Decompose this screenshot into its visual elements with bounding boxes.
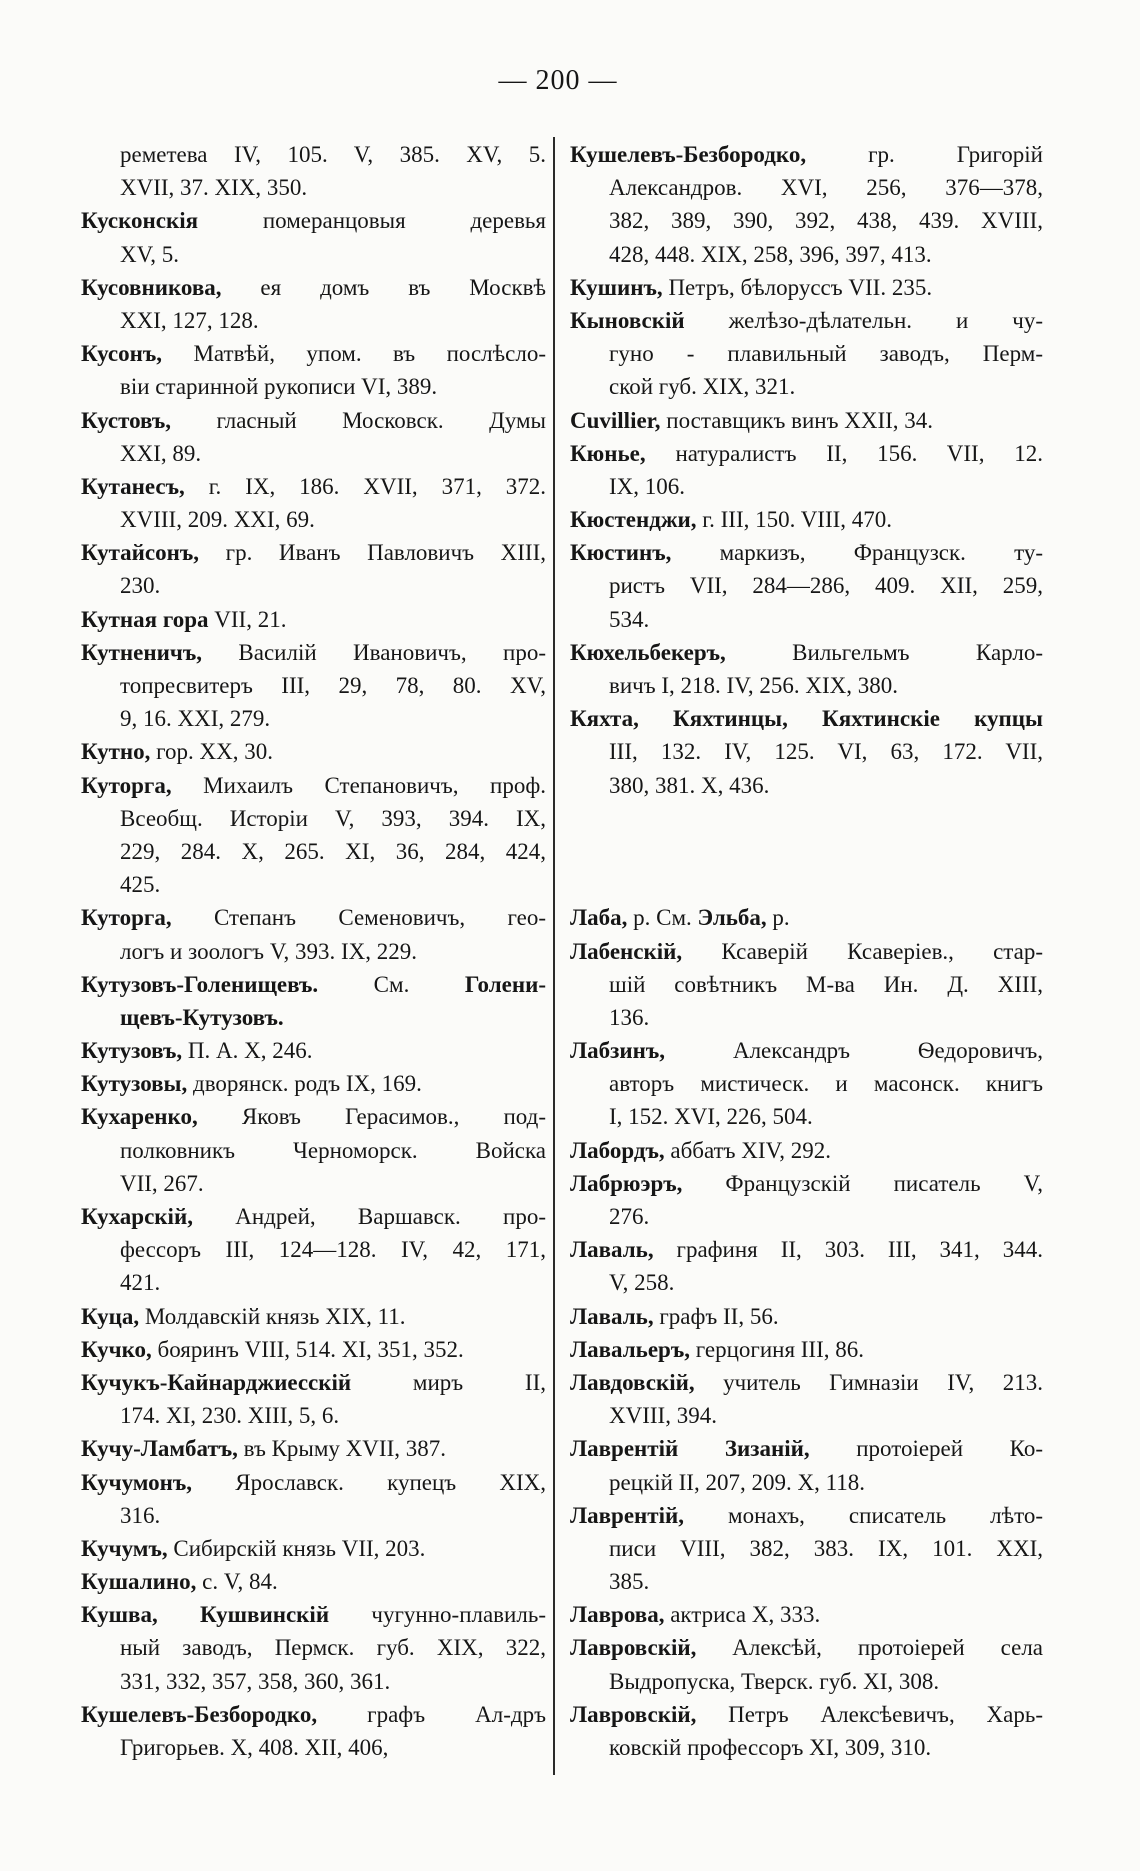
entry-headword: Кушелевъ-Безбородко, [81,1701,318,1727]
entry-line [120,370,546,403]
entry-line [120,935,546,968]
index-entry [570,1598,1043,1631]
entry-headword: Кухаренко, [81,1104,198,1130]
entry-text: 230. [120,573,161,599]
entry-line [570,138,1043,171]
entry-line [570,536,1043,569]
entry-headword: Кучумонъ, [81,1469,193,1495]
entry-line [120,569,546,602]
entry-text: III, 132. IV, 125. VI, 63, 172. VII, [609,739,1043,765]
index-entry [81,735,546,768]
entry-line [609,1532,1043,1565]
entry-text: маркизъ, Французск. ту- [671,540,1043,566]
entry-line [81,1333,546,1366]
entry-text: реметева IV, 105. V, 385. XV, 5. [120,142,546,167]
entry-text: ея домъ въ Москвѣ [221,274,546,300]
entry-line [81,1532,546,1565]
index-entry [81,271,546,337]
entry-text: протоіерей Ко- [809,1436,1043,1462]
entry-text: 331, 332, 357, 358, 360, 361. [120,1668,391,1694]
entry-line [570,1598,1043,1631]
entry-line [570,901,1043,934]
entry-headword: Кутузовъ, [81,1038,183,1064]
index-entry [570,935,1043,1035]
index-entry [81,1432,546,1465]
entry-text: графъ Ал-дръ [317,1701,546,1727]
entry-line [120,1167,546,1200]
entry-text: аббатъ XIV, 292. [664,1137,831,1163]
entry-text: 425. [120,872,161,898]
entry-line [609,735,1043,768]
entry-headword: Кыновскій [570,307,685,333]
entry-text: XVIII, 394. [609,1403,717,1429]
index-entry [570,1432,1043,1498]
entry-text: П. А. X, 246. [182,1038,313,1064]
entry-text: XXI, 127, 128. [120,307,259,333]
entry-line [81,1366,546,1399]
section-k-entries [570,138,1043,802]
entry-headword: Кусовникова, [81,274,222,300]
entry-text: IX, 106. [609,473,686,499]
index-entry [81,603,546,636]
entry-text: Григорьев. X, 408. XII, 406, [120,1735,389,1760]
entry-line [81,769,546,802]
entry-headword: Кушелевъ-Безбородко, [570,142,807,167]
entry-line [81,1300,546,1333]
entry-text: желѣзо-дѣлательн. и чу- [684,307,1043,333]
entry-text: Александръ Ѳедоровичъ, [665,1038,1043,1064]
entry-text: монахъ, списатель лѣто- [684,1502,1043,1528]
left-column [81,138,546,1764]
entry-line [81,1200,546,1233]
entry-line [609,470,1043,503]
index-entry [81,1034,546,1067]
entry-line [570,1366,1043,1399]
page-number: — 200 — [498,65,618,96]
index-entry [570,404,1043,437]
entry-headword: Лавровскій, [570,1635,697,1661]
entry-text: р. См. [627,905,698,931]
entry-line [570,1333,1043,1366]
entry-headword: Кучумъ, [81,1535,168,1561]
entry-headword: Кусконскія [81,208,199,234]
entry-line [81,968,546,1001]
entry-line [609,1399,1043,1432]
entry-headword: Лаврентій, [570,1502,685,1528]
entry-text: Яковъ Герасимов., под- [197,1104,546,1130]
entry-line [81,1432,546,1465]
entry-text: учитель Гимназіи IV, 213. [694,1369,1043,1395]
entry-text: фессоръ III, 124—128. IV, 42, 171, [120,1237,546,1263]
entry-headword: Лаваль, [570,1303,654,1329]
index-entry [81,1067,546,1100]
entry-headword: Кучукъ-Кайнарджиесскій [81,1369,352,1395]
entry-text: Михаилъ Степановичъ, проф. [171,772,546,798]
entry-line [120,669,546,702]
entry-line [120,1399,546,1432]
entry-line [120,868,546,901]
entry-line [81,1466,546,1499]
index-entry [81,1200,546,1300]
entry-text: 421. [120,1270,161,1296]
index-entry [81,204,546,270]
index-entry [570,1134,1043,1167]
entry-headword: Лавдовскій, [570,1369,695,1395]
entry-headword: Лаврова, [570,1602,665,1628]
entry-headword: Лабенскій, [570,938,683,964]
entry-line [120,1001,546,1034]
entry-text: См. [318,971,465,997]
entry-headword: Кюнье, [570,440,646,466]
entry-text: графъ II, 56. [653,1303,779,1329]
entry-text: гуно - плавильный заводъ, Перм- [609,341,1043,367]
entry-text: XXI, 89. [120,440,202,466]
entry-text: логъ и зоологъ V, 393. IX, 229. [120,938,417,964]
entry-headword: Кюхельбекеръ, [570,639,726,665]
entry-headword: Кутузовы, [81,1071,188,1097]
entry-line [81,1598,546,1631]
entry-line [81,204,546,237]
entry-line [570,1300,1043,1333]
entry-line [81,1034,546,1067]
index-entry [570,1233,1043,1299]
entry-line [609,204,1043,237]
index-entry [570,1366,1043,1432]
entry-text: г. IX, 186. XVII, 371, 372. [184,473,546,499]
index-entry [81,1366,546,1432]
index-entry [81,1300,546,1333]
entry-headword: Кутненичъ, [81,639,202,665]
entry-headword: Кутанесъ, [81,473,185,499]
entry-line [81,271,546,304]
entry-line [570,1432,1043,1465]
entry-text: 276. [609,1204,650,1230]
entry-text: ристъ VII, 284—286, 409. XII, 259, [609,573,1043,599]
entry-line [609,769,1043,802]
entry-line [570,437,1043,470]
entry-line [609,1067,1043,1100]
entry-line [120,835,546,868]
entry-line [570,503,1043,536]
entry-text: 9, 16. XXI, 279. [120,706,271,732]
index-entry [81,337,546,403]
entry-text: Выдропуска, Тверск. губ. XI, 308. [609,1668,940,1694]
entry-text: г. III, 150. VIII, 470. [696,507,893,533]
entry-headword: Кустовъ, [81,407,172,433]
entry-line [609,1001,1043,1034]
index-entry [81,1333,546,1366]
entry-text: актриса X, 333. [664,1602,821,1628]
entry-line [609,171,1043,204]
entry-line [609,337,1043,370]
entry-text: авторъ мистическ. и масонск. книгъ [609,1071,1043,1097]
entry-line [609,1100,1043,1133]
entry-text: 385. [609,1569,650,1595]
index-entry [570,1698,1043,1764]
entry-text: 382, 389, 390, 392, 438, 439. XVIII, [609,208,1043,234]
entry-text: рецкій II, 207, 209. X, 118. [609,1469,865,1495]
entry-line [570,636,1043,669]
entry-headword: щевъ-Кутузовъ. [120,1004,284,1030]
entry-line [120,1499,546,1532]
entry-line [81,1100,546,1133]
entry-text: Василій Ивановичъ, про- [202,639,546,665]
entry-text: померанцовыя деревья [198,208,546,234]
entry-line [120,1665,546,1698]
entry-text: Французскій писатель V, [682,1170,1043,1196]
entry-text: Петръ, бѣлоруссъ VII. 235. [662,274,933,300]
entry-text: гор. XX, 30. [150,739,273,765]
entry-line [570,404,1043,437]
entry-line [570,304,1043,337]
entry-text: VII, 267. [120,1170,204,1196]
entry-headword: Лабрюэръ, [570,1170,683,1196]
entry-line [570,1233,1043,1266]
entry-headword: Cuvillier, [570,407,661,433]
entry-text: ковскій профессоръ XI, 309, 310. [609,1735,932,1761]
entry-text: писи VIII, 382, 383. IX, 101. XXI, [609,1535,1043,1561]
entry-line [609,1266,1043,1299]
entry-text: натуралистъ II, 156. VII, 12. [645,440,1043,466]
entry-headword: Кухарскій, [81,1204,193,1229]
entry-line [81,404,546,437]
entry-line [570,1034,1043,1067]
entry-text: герцогиня III, 86. [690,1336,865,1362]
entry-headword: Кутузовъ-Голенищевъ. [81,971,319,997]
index-entry [81,1565,546,1598]
entry-line [609,370,1043,403]
entry-line [120,171,546,204]
entry-text: віи старинной рукописи VI, 389. [120,374,438,400]
index-entry [81,1100,546,1200]
entry-line [81,1067,546,1100]
index-entry [81,968,546,1034]
index-entry [570,901,1043,934]
entry-text: Сибирскій князь VII, 203. [167,1535,426,1561]
entry-headword: Лаврентій Зизаній, [570,1436,810,1462]
right-column [570,138,1043,1764]
entry-text: 316. [120,1502,161,1528]
index-entry [81,1532,546,1565]
entry-text: полковникъ Черноморск. Войска [120,1137,546,1163]
entry-text: Матвѣй, упом. въ послѣсло- [162,341,546,367]
index-entry [570,271,1043,304]
entry-line [120,304,546,337]
entry-headword: Кушинъ, [570,274,663,300]
entry-line [570,271,1043,304]
entry-headword: Кучу-Ламбатъ, [81,1436,238,1462]
entry-text: ный заводъ, Пермск. губ. XIX, 322, [120,1635,546,1661]
entry-headword: Кутная гора [81,606,209,632]
entry-headword: Кутно, [81,739,151,765]
entry-line [570,1499,1043,1532]
entry-text: графиня II, 303. III, 341, 344. [653,1237,1043,1263]
entry-headword: Лавальеръ, [570,1336,690,1362]
entry-headword: Лаба, [570,905,628,931]
entry-text: 174. XI, 230. XIII, 5, 6. [120,1403,340,1429]
column-divider [553,137,555,1775]
entry-headword: Эльба, [697,905,767,931]
entry-line [609,1731,1043,1764]
entry-line [570,1167,1043,1200]
entry-headword: Куца, [81,1303,140,1329]
entry-text: Петръ Алексѣевичъ, Харь- [696,1701,1043,1727]
index-entry [81,1466,546,1532]
entry-text: гр. Иванъ Павловичъ XIII, [199,540,546,566]
entry-line [609,1200,1043,1233]
entry-line [81,337,546,370]
entry-text: XVIII, 209. XXI, 69. [120,507,315,533]
index-entry [570,702,1043,802]
index-entry [81,536,546,602]
index-entry [81,769,546,902]
index-entry [81,1598,546,1698]
entry-line [81,1565,546,1598]
entry-line [570,1631,1043,1664]
entry-text: Александров. XVI, 256, 376—378, [609,175,1043,201]
entry-line [609,603,1043,636]
entry-headword: Кюстинъ, [570,540,672,566]
entry-text: Андрей, Варшавск. про- [192,1204,546,1229]
entry-headword: Куторга, [81,905,172,931]
entry-headword: Лабордъ, [570,1137,665,1163]
entry-line [120,802,546,835]
entry-headword: Кюстенджи, [570,507,697,533]
index-entry [570,138,1043,271]
entry-line [120,1134,546,1167]
entry-text: дворянск. родъ IX, 169. [187,1071,422,1097]
index-entry [570,636,1043,702]
entry-headword: Кушва, Кушвинскій [81,1602,330,1628]
entry-text: с. V, 84. [196,1569,278,1595]
entry-text: XVII, 37. XIX, 350. [120,175,308,201]
entry-line [609,968,1043,1001]
entry-text: въ Крыму XVII, 387. [237,1436,446,1462]
entry-text: шій совѣтникъ М-ва Ин. Д. XIII, [609,971,1043,997]
entry-line [81,901,546,934]
entry-line [120,1731,546,1764]
index-entry [81,901,546,967]
entry-headword: Голени- [464,971,546,997]
entry-text: гласный Московск. Думы [171,407,546,433]
entry-text: миръ II, [351,1369,546,1395]
entry-line [570,935,1043,968]
entry-text: 229, 284. X, 265. XI, 36, 284, 424, [120,838,546,864]
entry-headword: Кусонъ, [81,341,163,367]
entry-line [81,470,546,503]
entry-text: XV, 5. [120,241,180,267]
entry-text: гр. Григорій [806,142,1043,167]
entry-text: 380, 381. X, 436. [609,772,770,798]
entry-line [609,1565,1043,1598]
entry-text: Ксаверій Ксаверіев., стар- [682,938,1043,964]
entry-text: 534. [609,606,650,632]
entry-line [81,636,546,669]
entry-text: 428, 448. XIX, 258, 396, 397, 413. [609,241,932,267]
entry-text: вичъ I, 218. IV, 256. XIX, 380. [609,673,898,698]
entry-line [120,437,546,470]
entry-text: р. [766,905,790,931]
entry-line [81,1698,546,1731]
entry-text: ской губ. XIX, 321. [609,374,796,400]
index-entry [81,1698,546,1764]
entry-line [120,238,546,271]
entry-text: Степанъ Семеновичъ, гео- [171,905,546,931]
index-entry [81,138,546,204]
section-l-entries [570,901,1043,1764]
entry-line [570,1134,1043,1167]
index-entry [570,1499,1043,1599]
entry-text: I, 152. XVI, 226, 504. [609,1104,813,1130]
entry-headword: Кутайсонъ, [81,540,200,566]
entry-text: бояринъ VIII, 514. XI, 351, 352. [151,1336,464,1362]
entry-line [120,702,546,735]
entry-headword: Лавровскій, [570,1701,697,1727]
entry-headword: Лаваль, [570,1237,654,1263]
entry-text: Алексѣй, протоіерей села [696,1635,1043,1661]
entry-line [81,735,546,768]
index-entry [570,1333,1043,1366]
index-entry [570,536,1043,636]
index-entry [570,503,1043,536]
entry-text: поставщикъ винъ XXII, 34. [660,407,934,433]
entry-line [120,1266,546,1299]
entry-headword: Лабзинъ, [570,1038,666,1064]
entry-line [609,669,1043,702]
index-entry [81,404,546,470]
entry-text: Молдавскій князь XIX, 11. [139,1303,406,1329]
entry-line [609,238,1043,271]
entry-text: 136. [609,1004,650,1030]
entry-text: чугунно-плавиль- [329,1602,546,1628]
entry-headword: Кучко, [81,1336,152,1362]
entry-text: Всеобщ. Исторіи V, 393, 394. IX, [120,805,546,831]
index-entry [570,1300,1043,1333]
entry-text: Ярославск. купецъ XIX, [192,1469,546,1495]
entry-headword: Кушалино, [81,1569,197,1595]
index-entry [570,437,1043,503]
entry-line [120,138,546,171]
index-entry [570,1167,1043,1233]
index-entry [570,1034,1043,1134]
entry-headword: Кяхта, Кяхтинцы, Кяхтинскіе купцы [570,706,1043,732]
entry-line [81,603,546,636]
index-entry [81,636,546,736]
entry-text: VII, 21. [208,606,287,632]
index-entry [81,470,546,536]
index-entry [570,1631,1043,1697]
entry-line [609,1466,1043,1499]
entry-text: V, 258. [609,1270,675,1296]
entry-text: Вильгельмъ Карло- [725,639,1043,665]
entry-line [81,536,546,569]
entry-line [609,569,1043,602]
entry-line [120,503,546,536]
entry-line [570,702,1043,735]
entry-text: топресвитеръ III, 29, 78, 80. XV, [120,673,546,698]
entry-line [120,1631,546,1664]
index-entry [570,304,1043,404]
entry-line [570,1698,1043,1731]
entry-headword: Куторга, [81,772,172,798]
entry-line [120,1233,546,1266]
entry-line [609,1665,1043,1698]
